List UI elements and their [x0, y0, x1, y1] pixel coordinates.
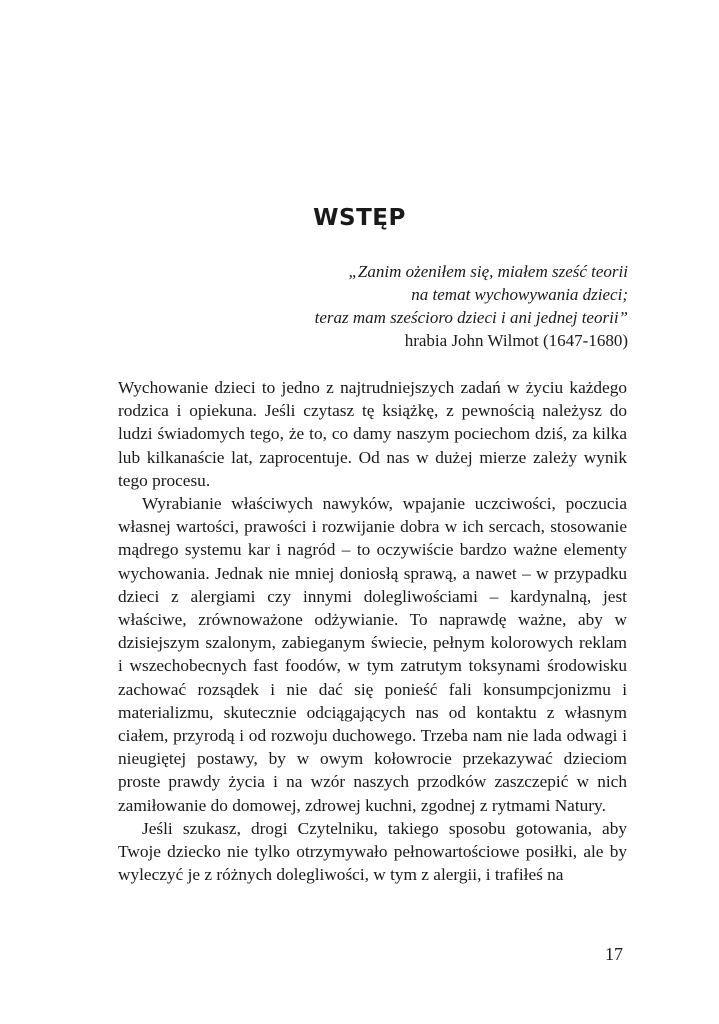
- epigraph-line: teraz mam sześcioro dzieci i ani jednej teorii”: [314, 308, 628, 327]
- paragraph: Wychowanie dzieci to jedno z najtrudniejszych zadań w życiu każdego rodzica i opiekuna. Jeśli czytasz tę książkę, z pewnością należysz do ludzi świadomych tego, że to, co damy naszym pociechom dziś, za kilka lub kilkanaście lat, zaprocentuje. Od nas w dużej mierze zależy wynik tego procesu.: [118, 378, 627, 490]
- body-text: [118, 376, 627, 886]
- epigraph-author: hrabia John Wilmot (1647-1680): [404, 331, 628, 350]
- page-number: 17: [605, 944, 623, 964]
- epigraph-line: „Zanim ożeniłem się, miałem sześć teorii: [348, 262, 628, 281]
- chapter-heading: WSTĘP: [313, 205, 406, 231]
- paragraph: Wyrabianie właściwych nawyków, wpajanie uczciwości, poczucia własnej wartości, prawości i rozwijanie dobra w ich sercach, stosowanie mądrego systemu kar i nagród – to oczywiście bardzo ważne elementy wychowania. Jednak nie mniej doniosłą sprawą, a nawet – w przypadku dzieci z alergiami czy innymi dolegliwościami – kardynalną, jest właściwe, zrównoważone odżywianie. To naprawdę ważne, aby w dzisiejszym szalonym, zabieganym świecie, pełnym kolorowych reklam i wszechobecnych fast foodów, w tym zatrutym toksynami środowisku zachować rozsądek i nie dać się ponieść fali konsumpcjonizmu i materializmu, skutecznie odciągających nas od kontaktu z własnym ciałem, przyrodą i od rozwoju duchowego. Trzeba nam nie lada odwagi i nieugiętej postawy, by w owym kołowrocie przekazywać dzieciom proste prawdy życia i na wzór naszych przodków zaszczepić w nich zamiłowanie do domowej, zdrowej kuchni, zgodnej z rytmami Natury.: [118, 494, 627, 815]
- epigraph-line: na temat wychowywania dzieci;: [411, 285, 628, 304]
- paragraph: Jeśli szukasz, drogi Czytelniku, takiego sposobu gotowania, aby Twoje dziecko nie tylko otrzymywało pełnowartościowe posiłki, ale by wyleczyć je z różnych dolegliwości, w tym z alergii, i trafiłeś na: [118, 818, 627, 885]
- epigraph: [208, 260, 628, 352]
